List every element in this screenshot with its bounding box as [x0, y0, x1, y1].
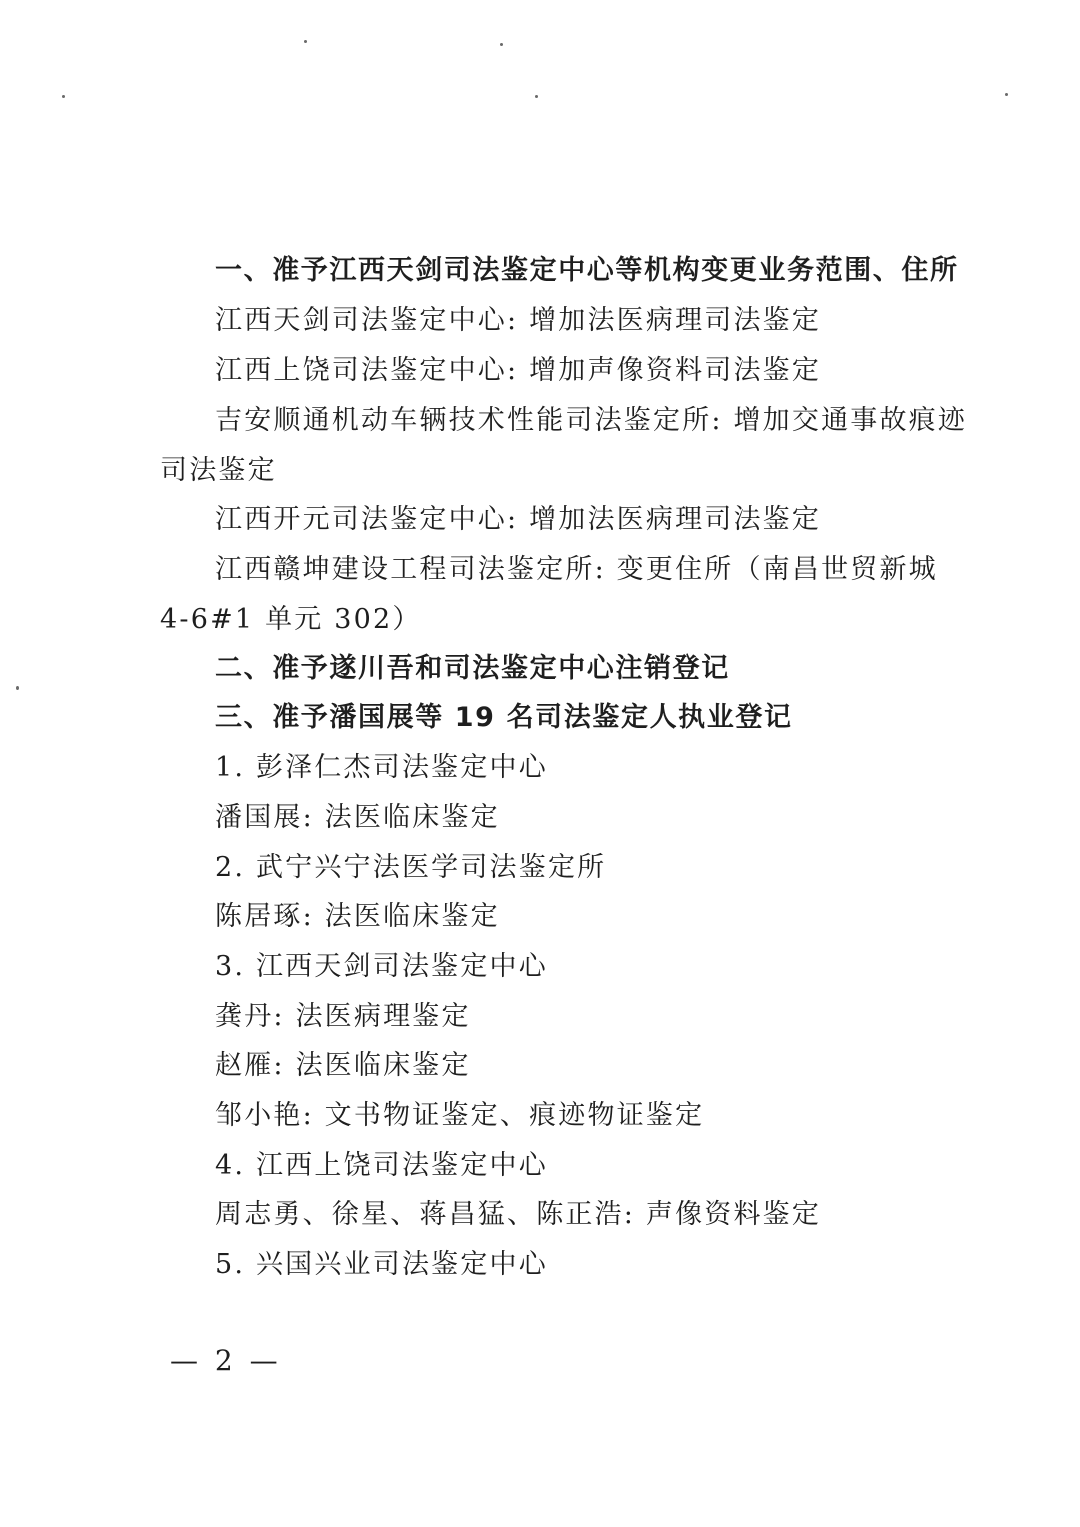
- section-3-item: 4. 江西上饶司法鉴定中心: [215, 1150, 548, 1181]
- section-3-item: 潘国展: 法医临床鉴定: [215, 802, 500, 833]
- section-3-item: 邹小艳: 文书物证鉴定、痕迹物证鉴定: [215, 1100, 705, 1131]
- section-1-heading: 一、准予江西天剑司法鉴定中心等机构变更业务范围、住所: [215, 255, 959, 286]
- scan-speck: [1005, 93, 1008, 96]
- scan-speck: [62, 95, 65, 98]
- section-3-item: 周志勇、徐星、蒋昌猛、陈正浩: 声像资料鉴定: [215, 1199, 822, 1230]
- section-1-item: 江西开元司法鉴定中心: 增加法医病理司法鉴定: [215, 504, 822, 535]
- scan-speck: [500, 43, 503, 46]
- scan-speck: [304, 40, 307, 43]
- section-1-item: 江西天剑司法鉴定中心: 增加法医病理司法鉴定: [215, 305, 822, 336]
- section-1-item-continuation: 4-6#1 单元 302）: [160, 604, 422, 635]
- section-3-item: 赵雁: 法医临床鉴定: [215, 1050, 471, 1081]
- section-3-item: 2. 武宁兴宁法医学司法鉴定所: [215, 852, 607, 883]
- scan-speck: [16, 686, 19, 690]
- section-3-item: 1. 彭泽仁杰司法鉴定中心: [215, 752, 548, 783]
- section-1-item-continuation: 司法鉴定: [160, 455, 277, 486]
- section-1-item: 江西赣坤建设工程司法鉴定所: 变更住所（南昌世贸新城: [215, 554, 938, 585]
- section-1-item: 江西上饶司法鉴定中心: 增加声像资料司法鉴定: [215, 355, 822, 386]
- scan-speck: [535, 95, 538, 98]
- section-3-item: 龚丹: 法医病理鉴定: [215, 1001, 471, 1032]
- page-number: — 2 —: [170, 1344, 282, 1377]
- section-3-heading: 三、准予潘国展等 19 名司法鉴定人执业登记: [215, 702, 793, 733]
- section-3-item: 陈居琢: 法医临床鉴定: [215, 901, 500, 932]
- section-3-item: 3. 江西天剑司法鉴定中心: [215, 951, 548, 982]
- section-3-item: 5. 兴国兴业司法鉴定中心: [215, 1249, 548, 1280]
- section-2-heading: 二、准予遂川吾和司法鉴定中心注销登记: [215, 653, 730, 684]
- section-1-item: 吉安顺通机动车辆技术性能司法鉴定所: 增加交通事故痕迹: [215, 405, 968, 436]
